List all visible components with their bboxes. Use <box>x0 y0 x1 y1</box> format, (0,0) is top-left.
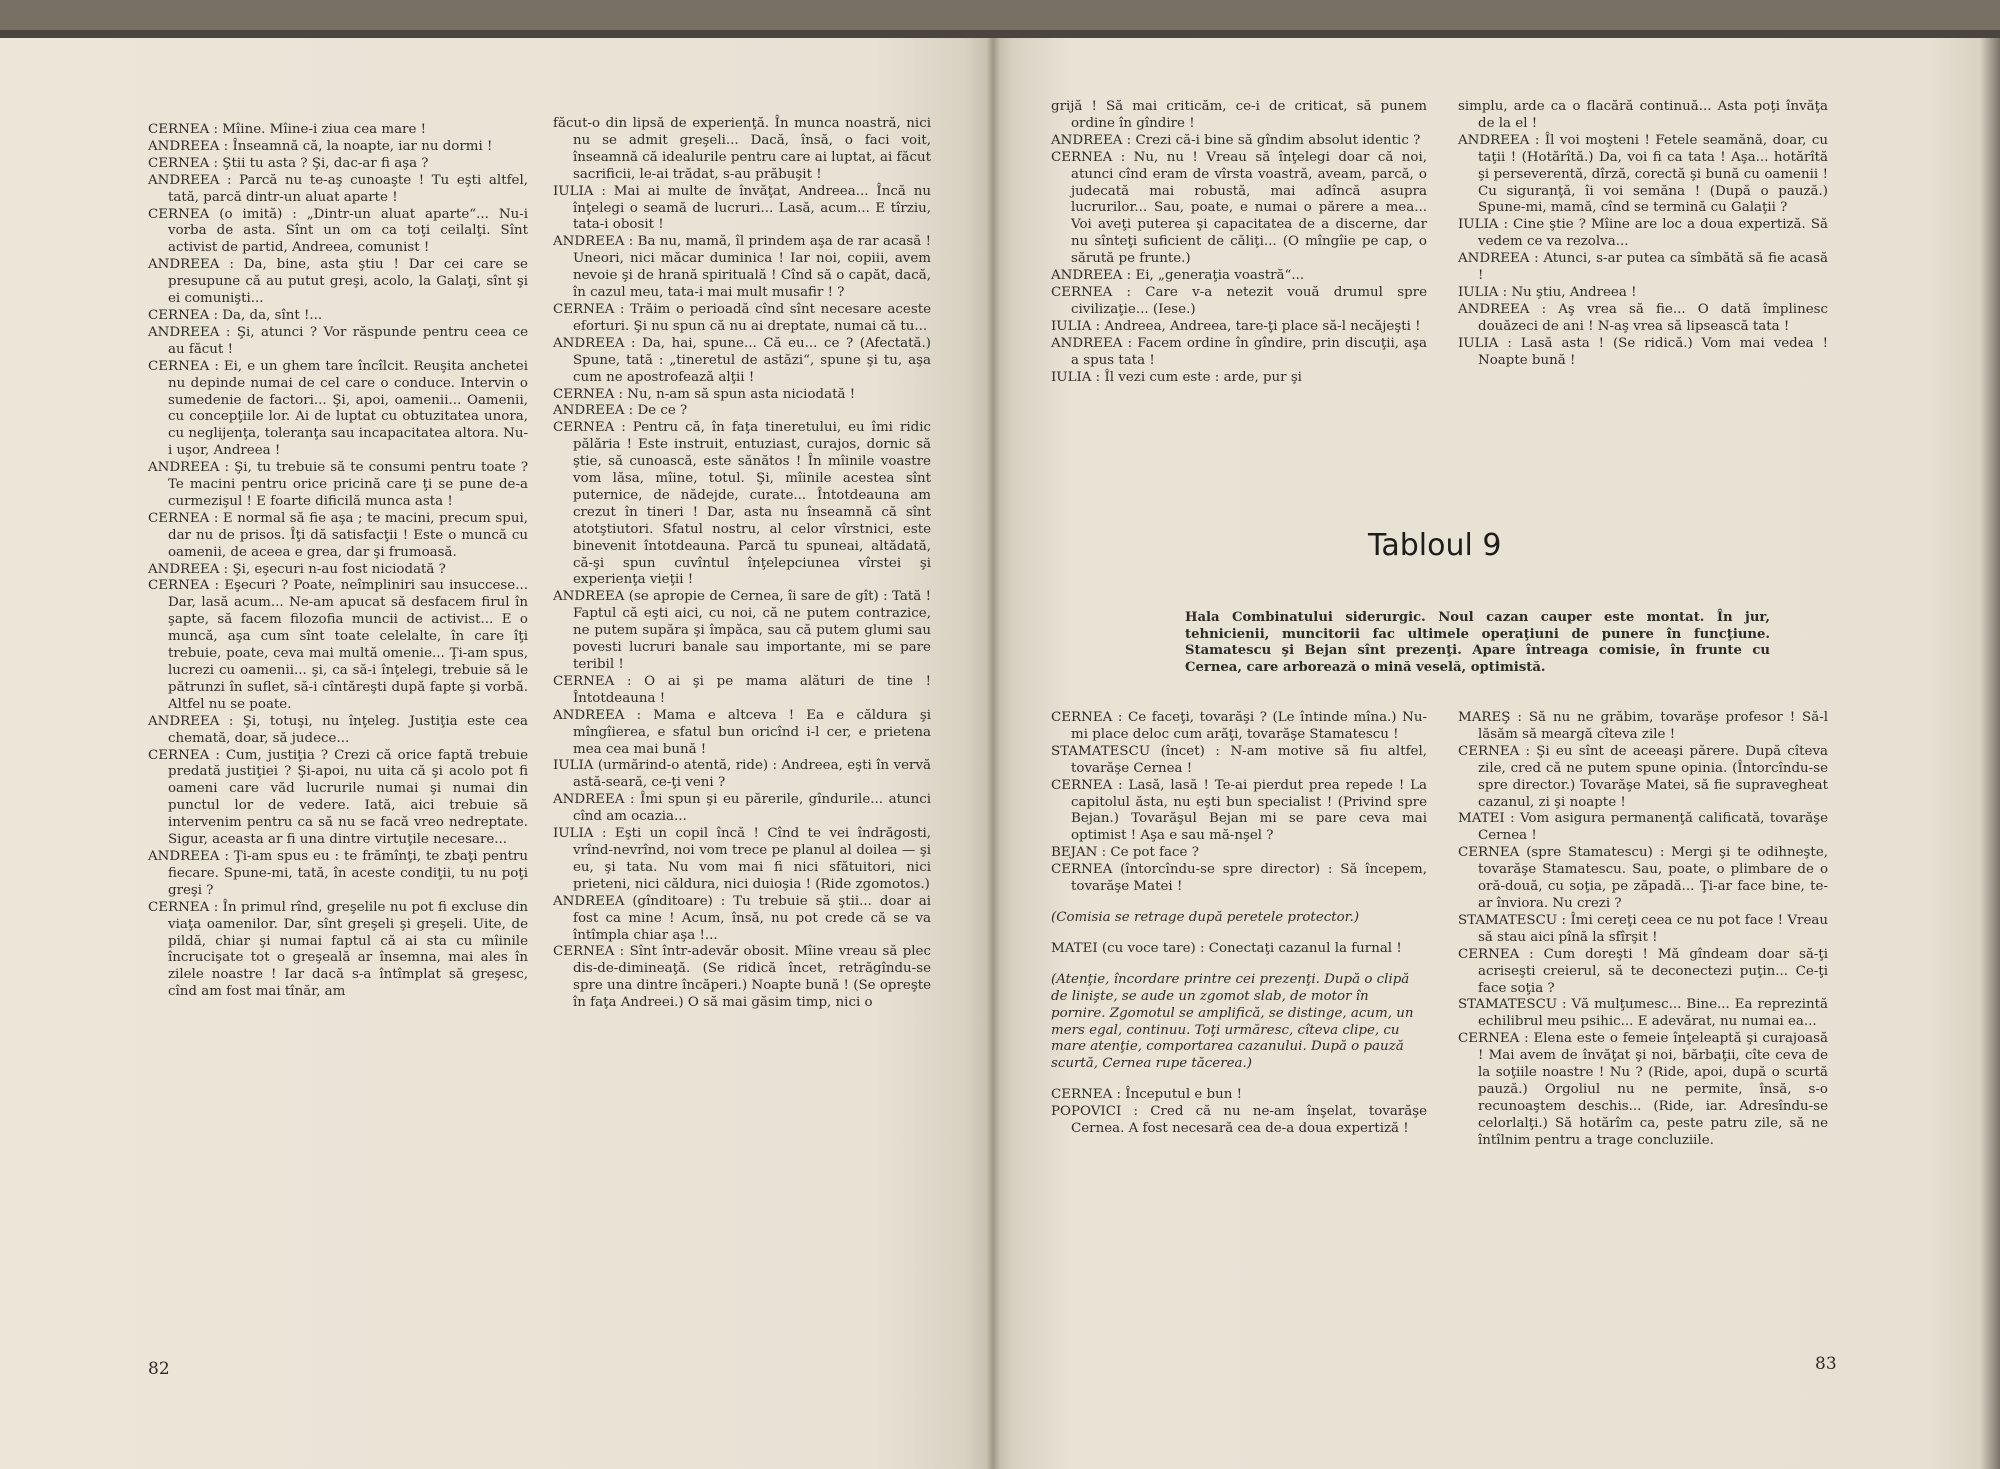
dialogue-line: ANDREEA : Ei, „generaţia voastră“... <box>1051 268 1305 284</box>
dialogue-line: ANDREEA : Îmi spun şi eu părerile, gîndurile... atunci cînd am ocazia... <box>553 792 931 825</box>
dialogue-line: ANDREEA : Înseamnă că, la noapte, iar nu dormi ! <box>148 138 493 154</box>
dialogue-line: IULIA (urmărind-o atentă, ride) : Andreea, eşti în vervă astă-seară, ce-ţi veni ? <box>553 758 931 791</box>
dialogue-line: IULIA : Andreea, Andreea, tare-ţi place să-l necăjeşti ! <box>1051 318 1421 334</box>
section-heading: Tabloul 9 <box>1368 528 1502 563</box>
stage-direction: (Atenţie, încordare printre cei prezenţi. După o clipă de linişte, se aude un zgomot slab, de motor în pornire. Zgomotul se amplifică, se distinge, acum, un mers egal, continuu. Toţi urmăresc, cîteva clipe, cu mare atenţie, comportarea cazanului. După o pauză scurtă, Cernea rupe tăcerea.) <box>1051 971 1414 1072</box>
stage-direction: (Comisia se retrage după peretele protector.) <box>1051 909 1360 925</box>
dialogue-line: IULIA : Îl vezi cum este : arde, pur şi <box>1051 369 1302 385</box>
dialogue-line: CERNEA : Care v-a netezit vouă drumul spre civilizaţie... (Iese.) <box>1051 284 1427 317</box>
dialogue-line: MATEI (cu voce tare) : Conectaţi cazanul la furnal ! <box>1051 940 1402 956</box>
dialogue-line: CERNEA : O ai şi pe mama alături de tine ! Întotdeauna ! <box>553 673 931 706</box>
dialogue-line: ANDREEA : Parcă nu te-aş cunoaşte ! Tu eşti altfel, tată, parcă dintr-un aluat aparte ! <box>148 172 528 205</box>
dialogue-line: CERNEA : Nu, nu ! Vreau să înţelegi doar că noi, atunci cînd eram de vîrsta voastră, aveam, parcă, o judecată mai robustă, mai adîncă asupra lucrurilor... Sau, poate, e numai o părere a mea... Voi aveţi puterea şi capacitatea de a discerne, dar nu sînteţi suficient de căliţi... (O mîngîie pe cap, o sărută pe frunte.) <box>1051 149 1427 267</box>
dialogue-line: CERNEA : În primul rînd, greşelile nu pot fi excluse din viaţa oamenilor. Dar, sînt greşeli şi greşeli. Uite, de pildă, chiar şi numai faptul că ai sta cu mîinile încrucişate tot o greşeală ar însemna, mai ales în zilele noastre ! Iar dacă s-a întîmplat să greşesc, cînd am fost mai tînăr, am <box>148 899 528 1000</box>
dialogue-line: ANDREEA : Mama e altceva ! Ea e căldura şi mîngîierea, e sfatul bun oricînd i-l cer, e prietena mea cea mai bună ! <box>553 707 931 757</box>
dialogue-line: ANDREEA (se apropie de Cernea, îi sare de gît) : Tată ! Faptul că eşti aici, cu noi, că ne putem contrazice, ne putem supăra şi împăca, sau că putem glumi sau povesti lucruri banale sau importante, mi se pare teribil ! <box>553 589 931 672</box>
dialogue-line: STAMATESCU (încet) : N-am motive să fiu altfel, tovarăşe Cernea ! <box>1051 743 1427 776</box>
dialogue-line: grijă ! Să mai criticăm, ce-i de criticat, să punem ordine în gîndire ! <box>1051 99 1427 131</box>
dialogue-line: ANDREEA : Şi, eşecuri n-au fost niciodată ? <box>148 561 446 577</box>
dialogue-line: ANDREEA : Da, hai, spune... Că eu... ce ? (Afectată.) Spune, tată : „tineretul de astăzi“, spune şi tu, aşa cum ne apostrofează alţii ! <box>553 335 931 385</box>
dialogue-line: CERNEA : Cum, justiţia ? Crezi că orice faptă trebuie predată justiţiei ? Şi-apoi, nu uita că şi acolo pot fi oameni care văd lucrurile numai şi numai din punctul lor de vedere. Iată, aici trebuie să intervenim pentru ca să nu se facă vreo nedreptate. Sigur, aceasta ar fi una dintre virtuţile necesare... <box>148 747 528 848</box>
dialogue-line: CERNEA : Pentru că, în faţa tineretului, eu îmi ridic pălăria ! Este instruit, entuziast, curajos, dornic să ştie, să cunoască, este sănătos ! În mîinile voastre vom lăsa, mîine, totul. Şi, mîinile acestea sînt puternice, de nădejde, curate... Întotdeauna am crezut în tineri ! Dar, asta nu înseamnă că sînt atotştiutori. Sfatul nostru, al celor vîrstnici, este binevenit întotdeauna. Parcă tu spuneai, altădată, că-şi spun cuvîntul înţelepciunea vîrstei şi experienţa vieţii ! <box>553 420 931 588</box>
dialogue-line: CERNEA : Ştii tu asta ? Şi, dac-ar fi aşa ? <box>148 155 429 171</box>
dialogue-line: ANDREEA : Crezi că-i bine să gîndim absolut identic ? <box>1051 132 1421 148</box>
dialogue-line: CERNEA : Mîine. Mîine-i ziua cea mare ! <box>148 122 427 137</box>
right-column-2-top <box>1458 99 1828 370</box>
dialogue-line: IULIA : Cine ştie ? Mîine are loc a doua expertiză. Să vedem ce va rezolva... <box>1458 217 1828 250</box>
dialogue-line: CERNEA : Trăim o perioadă cînd sînt necesare aceste eforturi. Şi nu spun că nu ai dreptate, numai că tu... <box>553 301 931 334</box>
dialogue-line: CERNEA : Ei, e un ghem tare încîlcit. Reuşita anchetei nu depinde numai de cel care o conduce. Intervin o sumedenie de factori... Şi, apoi, oamenii... Oamenii, cu concepţiile lor. Ai de luptat cu obtuzitatea unora, cu neglijenţa, toleranţa sau incapacitatea altora. Nu-i uşor, Andreea ! <box>148 358 528 459</box>
page-number: 83 <box>1815 1354 1837 1374</box>
right-column-1-top <box>1051 99 1427 386</box>
dialogue-line: făcut-o din lipsă de experienţă. În munca noastră, nici nu se admit greşeli... Dacă, însă, o faci voit, înseamnă că idealurile pentru care ai luptat, ai făcut sacrificii, le-ai trădat, s-au prăbuşit ! <box>553 116 931 182</box>
dialogue-line: ANDREEA : Atunci, s-ar putea ca sîmbătă să fie acasă ! <box>1458 251 1828 284</box>
dialogue-line: CERNEA : Da, da, sînt !... <box>148 307 323 323</box>
dialogue-line: CERNEA (întorcîndu-se spre director) : Să începem, tovarăşe Matei ! <box>1051 862 1427 895</box>
left-page <box>0 38 993 1469</box>
dialogue-line: CERNEA (spre Stamatescu) : Mergi şi te odihneşte, tovarăşe Stamatescu. Sau, poate, o plimbare de o oră-două, cu soţia, pe zăpadă... Ţi-ar face bine, te-ar înviora. Nu crezi ? <box>1458 845 1828 911</box>
page-number: 82 <box>148 1359 170 1379</box>
dialogue-line: ANDREEA : Şi, tu trebuie să te consumi pentru toate ? Te macini pentru orice pricină care ţi se pune de-a curmezişul ! E foarte dificilă munca asta ! <box>148 460 528 509</box>
dialogue-line: POPOVICI : Cred că nu ne-am înşelat, tovarăşe Cernea. A fost necesară cea de-a doua expertiză ! <box>1051 1104 1427 1137</box>
dialogue-line: MAREŞ : Să nu ne grăbim, tovarăşe profesor ! Să-l lăsăm să meargă cîteva zile ! <box>1458 710 1828 742</box>
dialogue-line: BEJAN : Ce pot face ? <box>1051 845 1199 861</box>
dialogue-line: CERNEA : Şi eu sînt de aceeaşi părere. După cîteva zile, cred că ne putem spune opinia. (Întorcîndu-se spre director.) Tovarăşe Matei, să fie supravegheat cazanul, zi şi noapte ! <box>1458 743 1828 810</box>
dialogue-line: MATEI : Vom asigura permanenţă calificată, tovarăşe Cernea ! <box>1458 811 1828 844</box>
dialogue-line: CERNEA : Începutul e bun ! <box>1051 1087 1243 1103</box>
dialogue-line: ANDREEA : Aş vrea să fie... O dată împlinesc douăzeci de ani ! N-aş vrea să lipsească tata ! <box>1458 301 1828 334</box>
dialogue-line: CERNEA : Sînt într-adevăr obosit. Mîine vreau să plec dis-de-dimineaţă. (Se ridică încet, retrăgîndu-se spre una dintre încăperi.) Noapte bună ! (Se opreşte în faţa Andreei.) O să mai găsim timp, nici o <box>553 944 931 1011</box>
scene-description: Hala Combinatului siderurgic. Noul cazan cauper este montat. În jur, tehnicienii, muncitorii fac ultimele operaţiuni de punere în funcţiune. Stamatescu şi Bejan sînt prezenţi. Apare întreaga comisie, în frunte cu Cernea, care arborează o mină veselă, optimistă. <box>1185 610 1770 675</box>
dialogue-line: ANDREEA : Ţi-am spus eu : te frămînţi, te zbaţi pentru fiecare. Spune-mi, tată, în aceste condiţii, tu nu poţi greşi ? <box>148 848 528 898</box>
dialogue-line: ANDREEA : Facem ordine în gîndire, prin discuţii, aşa a spus tata ! <box>1051 335 1427 368</box>
left-column-2 <box>553 116 931 1012</box>
dialogue-line: IULIA : Mai ai multe de învăţat, Andreea... Încă nu înţelegi o seamă de lucruri... Lasă, acum... E tîrziu, tata-i obosit ! <box>553 183 931 233</box>
dialogue-line: ANDREEA : De ce ? <box>553 403 688 419</box>
right-column-2-bottom <box>1458 710 1828 1150</box>
dialogue-line: IULIA : Eşti un copil încă ! Cînd te vei îndrăgosti, vrînd-nevrînd, noi vom trece pe planul al doilea — şi eu, şi tata. Nu vom mai fi nici sfătuitori, nici prieteni, nici căldura, nici duioşia ! (Ride zgomotos.) <box>553 826 931 892</box>
dialogue-line: STAMATESCU : Îmi cereţi ceea ce nu pot face ! Vreau să stau aici pînă la sfîrşit ! <box>1458 912 1828 945</box>
dialogue-line: IULIA : Nu ştiu, Andreea ! <box>1458 284 1637 300</box>
dialogue-line: CERNEA : Cum doreşti ! Mă gîndeam doar să-ţi acriseşti creierul, să te deconectezi puţin... Ce-ţi face soţia ? <box>1458 946 1828 996</box>
dialogue-line: CERNEA : Elena este o femeie înţeleaptă şi curajoasă ! Mai avem de învăţat şi noi, bărbaţii, cîte ceva de la soţiile noastre ! Nu ? (Ride, apoi, după o scurtă pauză.) Orgoliul nu ne permite, însă, s-o recunoaştem deschis... (Ride, iar. Adresîndu-se celorlalţi.) Să hotărîm ca, peste patru zile, să ne întîlnim pentru a trage concluziile. <box>1458 1031 1828 1148</box>
right-column-1-bottom <box>1051 710 1427 1138</box>
dialogue-line: CERNEA : Lasă, lasă ! Te-ai pierdut prea repede ! La capitolul ăsta, nu eşti bun specialist ! (Privind spre Bejan.) Tovarăşul Bejan mi se pare ceva mai optimist ! Aşa e sau mă-nşel ? <box>1051 777 1427 844</box>
dialogue-line: CERNEA : Nu, n-am să spun asta niciodată ! <box>553 386 856 402</box>
dialogue-line: ANDREEA : Şi, totuşi, nu înţeleg. Justiţia este cea chemată, doar, să judece... <box>148 713 528 746</box>
dialogue-line: CERNEA : E normal să fie aşa ; te macini, precum spui, dar nu de prisos. Îţi dă satisfacţii ! Este o muncă cu oamenii, de aceea e grea, dar şi frumoasă. <box>148 510 528 560</box>
dialogue-line: ANDREEA : Da, bine, asta ştiu ! Dar cei care se presupune că au putut greşi, acolo, la Galaţi, sînt şi ei comunişti... <box>148 257 528 307</box>
dialogue-line: IULIA : Lasă asta ! (Se ridică.) Vom mai vedea ! Noapte bună ! <box>1458 335 1828 368</box>
dialogue-line: ANDREEA : Şi, atunci ? Vor răspunde pentru ceea ce au făcut ! <box>148 324 528 357</box>
dialogue-line: ANDREEA : Îl voi moşteni ! Fetele seamănă, doar, cu taţii ! (Hotărîtă.) Da, voi fi ca tata ! Aşa... hotărîtă şi perseverentă, dîrză, corectă şi bună cu oamenii ! Cu siguranţă, îi voi semăna ! (După o pauză.) Spune-mi, mamă, cînd se termină cu Galaţii ? <box>1458 132 1828 216</box>
book-gutter <box>986 38 1000 1469</box>
dialogue-line: CERNEA : Eşecuri ? Poate, neîmpliniri sau insuccese... Dar, lasă acum... Ne-am apucat să desfacem firul în şapte, să facem filozofia muncii de activist... E o muncă, aşa cum sînt toate celelalte, în care îţi trebuie, poate, ceva mai multă omenie... Ţi-am spus, lucrezi cu oamenii... şi, ca să-i înţelegi, trebuie să le pătrunzi în suflet, să-i cîntăreşti după fapte şi vorbă. Altfel nu se poate. <box>148 578 528 712</box>
dialogue-line: CERNEA (o imită) : „Dintr-un aluat aparte“... Nu-i vorba de asta. Sînt un om ca toţi ceilalţi. Sînt activist de partid, Andreea, comunist ! <box>148 206 528 256</box>
left-column-1 <box>148 122 528 1001</box>
dialogue-line: ANDREEA (gînditoare) : Tu trebuie să ştii... doar ai fost ca mine ! Acum, însă, nu pot crede că se va întîmpla chiar aşa !... <box>553 893 931 943</box>
dialogue-line: simplu, arde ca o flacără continuă... Asta poţi învăţa de la el ! <box>1458 99 1828 131</box>
right-page <box>993 38 2000 1469</box>
dialogue-line: STAMATESCU : Vă mulţumesc... Bine... Ea reprezintă echilibrul meu psihic... E adevărat, nu numai ea... <box>1458 997 1828 1030</box>
dialogue-line: ANDREEA : Ba nu, mamă, îl prindem aşa de rar acasă ! Uneori, nici măcar duminica ! Iar noi, copiii, avem nevoie şi de hrană spirituală ! Cînd să o capăt, dacă, în cazul meu, tata-i mai mult musafir ! ? <box>553 234 931 301</box>
dialogue-line: CERNEA : Ce faceţi, tovarăşi ? (Le întinde mîna.) Nu-mi place deloc cum arăţi, tovarăşe Stamatescu ! <box>1051 710 1427 742</box>
